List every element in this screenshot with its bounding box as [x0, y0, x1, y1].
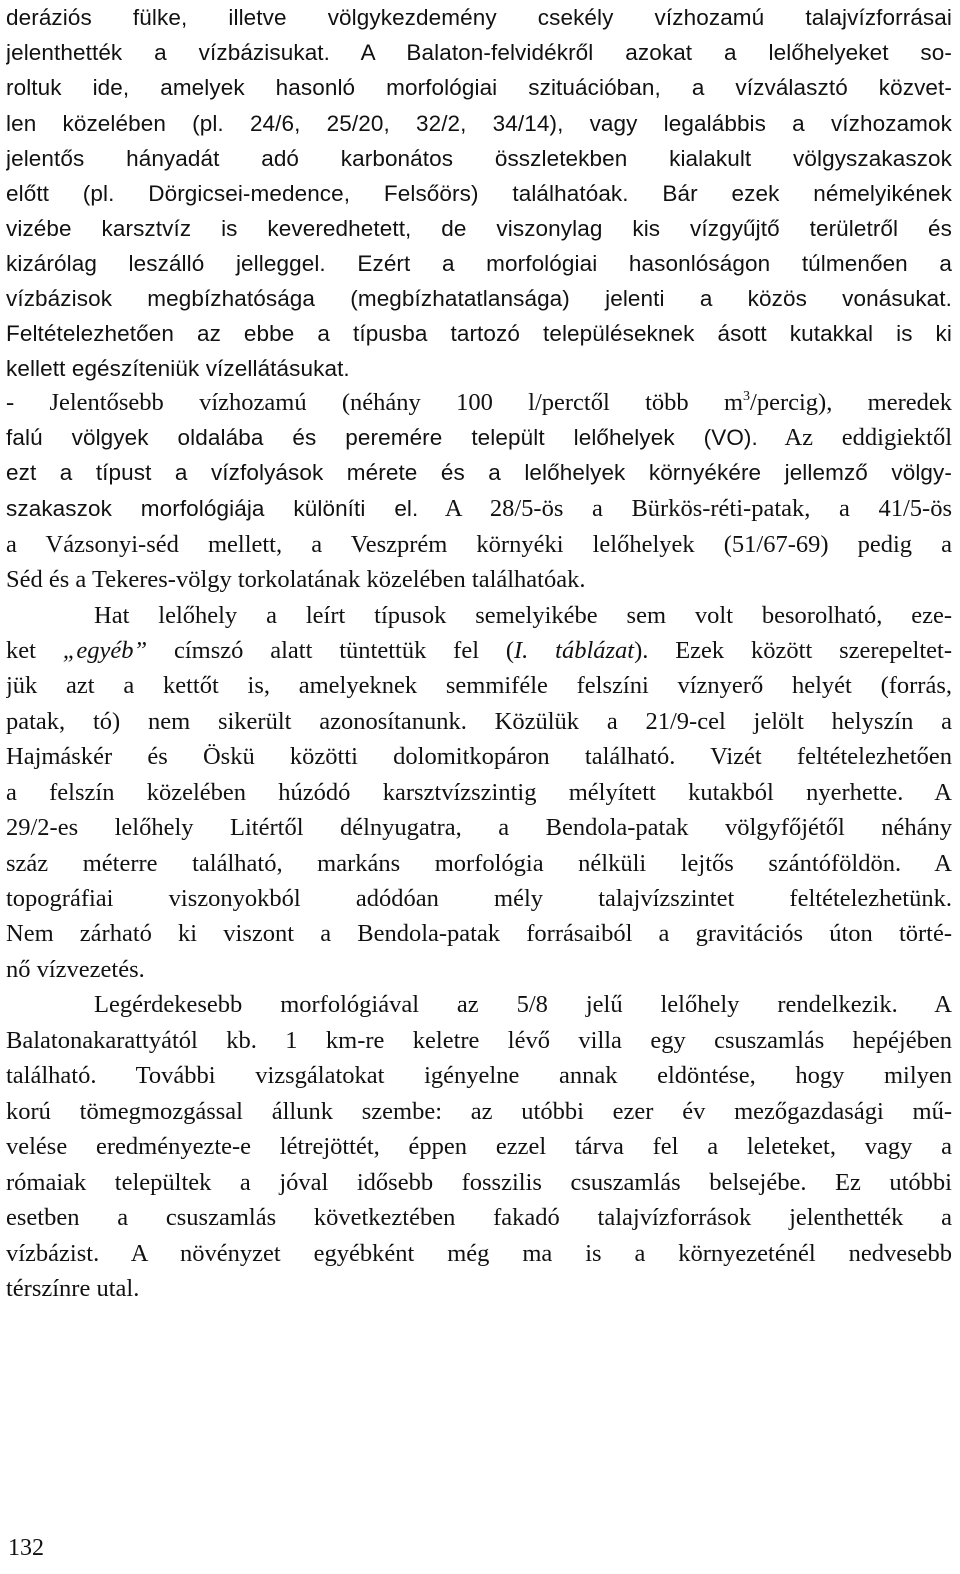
text-line: roltuk ide, amelyek hasonló morfológiai szituációban, a vízválasztó közvet- [6, 75, 952, 100]
text-line [6, 420, 952, 456]
text-line: jelenthették a vízbázisukat. A Balaton-felvidékről azokat a lelőhelyeket so- [6, 40, 952, 65]
text-run: /percig), meredek [750, 389, 952, 416]
text-run: ). Ezek között szerepeltet- [634, 637, 952, 664]
superscript: 3 [743, 389, 751, 404]
text-line: vizébe karsztvíz is keveredhetett, de viszonylag kis vízgyűjtő területről és [6, 216, 952, 241]
text-line: Nem zárható ki viszont a Bendola-patak forrásaiból a gravitációs úton törté- [6, 920, 952, 947]
text-run: szakaszok morfológiája különíti el. [6, 496, 419, 521]
text-line: vízbázisok megbízhatósága (megbízhatatlansága) jelenti a közös vonásukat. [6, 286, 952, 311]
text-line: nő vízvezetés. [6, 956, 145, 983]
document-page [6, 0, 952, 1574]
text-line: topográfiai viszonyokból adódóan mély talajvízszintet feltételezhetünk. [6, 885, 952, 912]
text-line: 29/2-es lelőhely Litértől délnyugatra, a Bendola-patak völgyfőjétől néhány [6, 814, 952, 841]
text-run: címszó alatt tüntettük fel ( [147, 637, 515, 664]
table-reference: I. táblázat [514, 637, 635, 664]
text-line [6, 491, 952, 527]
text-line [6, 633, 952, 669]
text-run: ket [6, 637, 63, 664]
page-number: 132 [8, 1535, 44, 1561]
text-line: előtt (pl. Dörgicsei-medence, Felsőörs) találhatóak. Bár ezek némelyikének [6, 181, 952, 206]
text-run: - Jelentősebb vízhozamú (néhány 100 l/perctől több m [6, 389, 744, 416]
text-run: Az eddigiektől [784, 424, 952, 451]
text-line: vízbázist. A növényzet egyébként még ma is a környezeténél nedvesebb [6, 1240, 952, 1267]
text-line: rómaiak települtek a jóval idősebb fosszilis csuszamlás belsejébe. Ez utóbbi [6, 1169, 952, 1196]
text-line: található. További vizsgálatokat igényelne annak eldöntése, hogy milyen [6, 1062, 952, 1089]
text-line: len közelében (pl. 24/6, 25/20, 32/2, 34/14), vagy legalábbis a vízhozamok [6, 111, 952, 136]
text-line: ezt a típust a vízfolyások mérete és a lelőhelyek környékére jellemző völgy- [6, 460, 952, 485]
text-line: Feltételezhetően az ebbe a típusba tartozó településeknek ásott kutakkal is ki [6, 321, 952, 346]
text-line: velése eredményezte-e létrejöttét, éppen ezzel tárva fel a leleteket, vagy a [6, 1133, 952, 1160]
text-line: térszínre utal. [6, 1275, 140, 1302]
text-line: kizárólag leszálló jelleggel. Ezért a morfológiai hasonlóságon túlmenően a [6, 251, 952, 276]
text-line: jelentős hányadát adó karbonátos összletekben kialakult völgyszakaszok [6, 146, 952, 171]
text-line: kellett egészíteniük vízellátásukat. [6, 356, 350, 381]
text-line: esetben a csuszamlás következtében fakadó talajvízforrások jelenthették a [6, 1204, 952, 1231]
text-line: patak, tó) nem sikerült azonosítanunk. Közülük a 21/9-cel jelölt helyszín a [6, 708, 952, 735]
text-line: deráziós fülke, illetve völgykezdemény csekély vízhozamú talajvízforrásai [6, 5, 952, 30]
text-run: A 28/5-ös a Bürkös-réti-patak, a 41/5-ös [444, 495, 952, 522]
text-line: Hajmáskér és Öskü közötti dolomitkopáron található. Vizét feltételezhetően [6, 743, 952, 770]
text-line: jük azt a kettőt is, amelyeknek semmiféle felszíni víznyerő helyét (forrás, [6, 672, 952, 699]
text-line: korú tömegmozgással állunk szembe: az utóbbi ezer év mezőgazdasági mű- [6, 1098, 952, 1125]
text-line: Balatonakarattyától kb. 1 km-re keletre lévő villa egy csuszamlás hepéjében [6, 1027, 952, 1054]
text-run: falú völgyek oldalába és peremére települt lelőhelyek (VO). [6, 425, 758, 450]
text-line: Séd és a Tekeres-völgy torkolatának közelében találhatóak. [6, 566, 586, 593]
text-line: száz méterre található, markáns morfológia nélküli lejtős szántóföldön. A [6, 850, 952, 877]
emphasis: „egyéb” [62, 637, 148, 664]
text-line: a Vázsonyi-séd mellett, a Veszprém környéki lelőhelyek (51/67-69) pedig a [6, 531, 952, 558]
text-line: Legérdekesebb morfológiával az 5/8 jelű lelőhely rendelkezik. A [94, 991, 952, 1018]
text-line: a felszín közelében húzódó karsztvízszintig mélyített kutakból nyerhette. A [6, 779, 952, 806]
text-line [6, 385, 952, 421]
text-line: Hat lelőhely a leírt típusok semelyikébe sem volt besorolható, eze- [94, 602, 952, 629]
